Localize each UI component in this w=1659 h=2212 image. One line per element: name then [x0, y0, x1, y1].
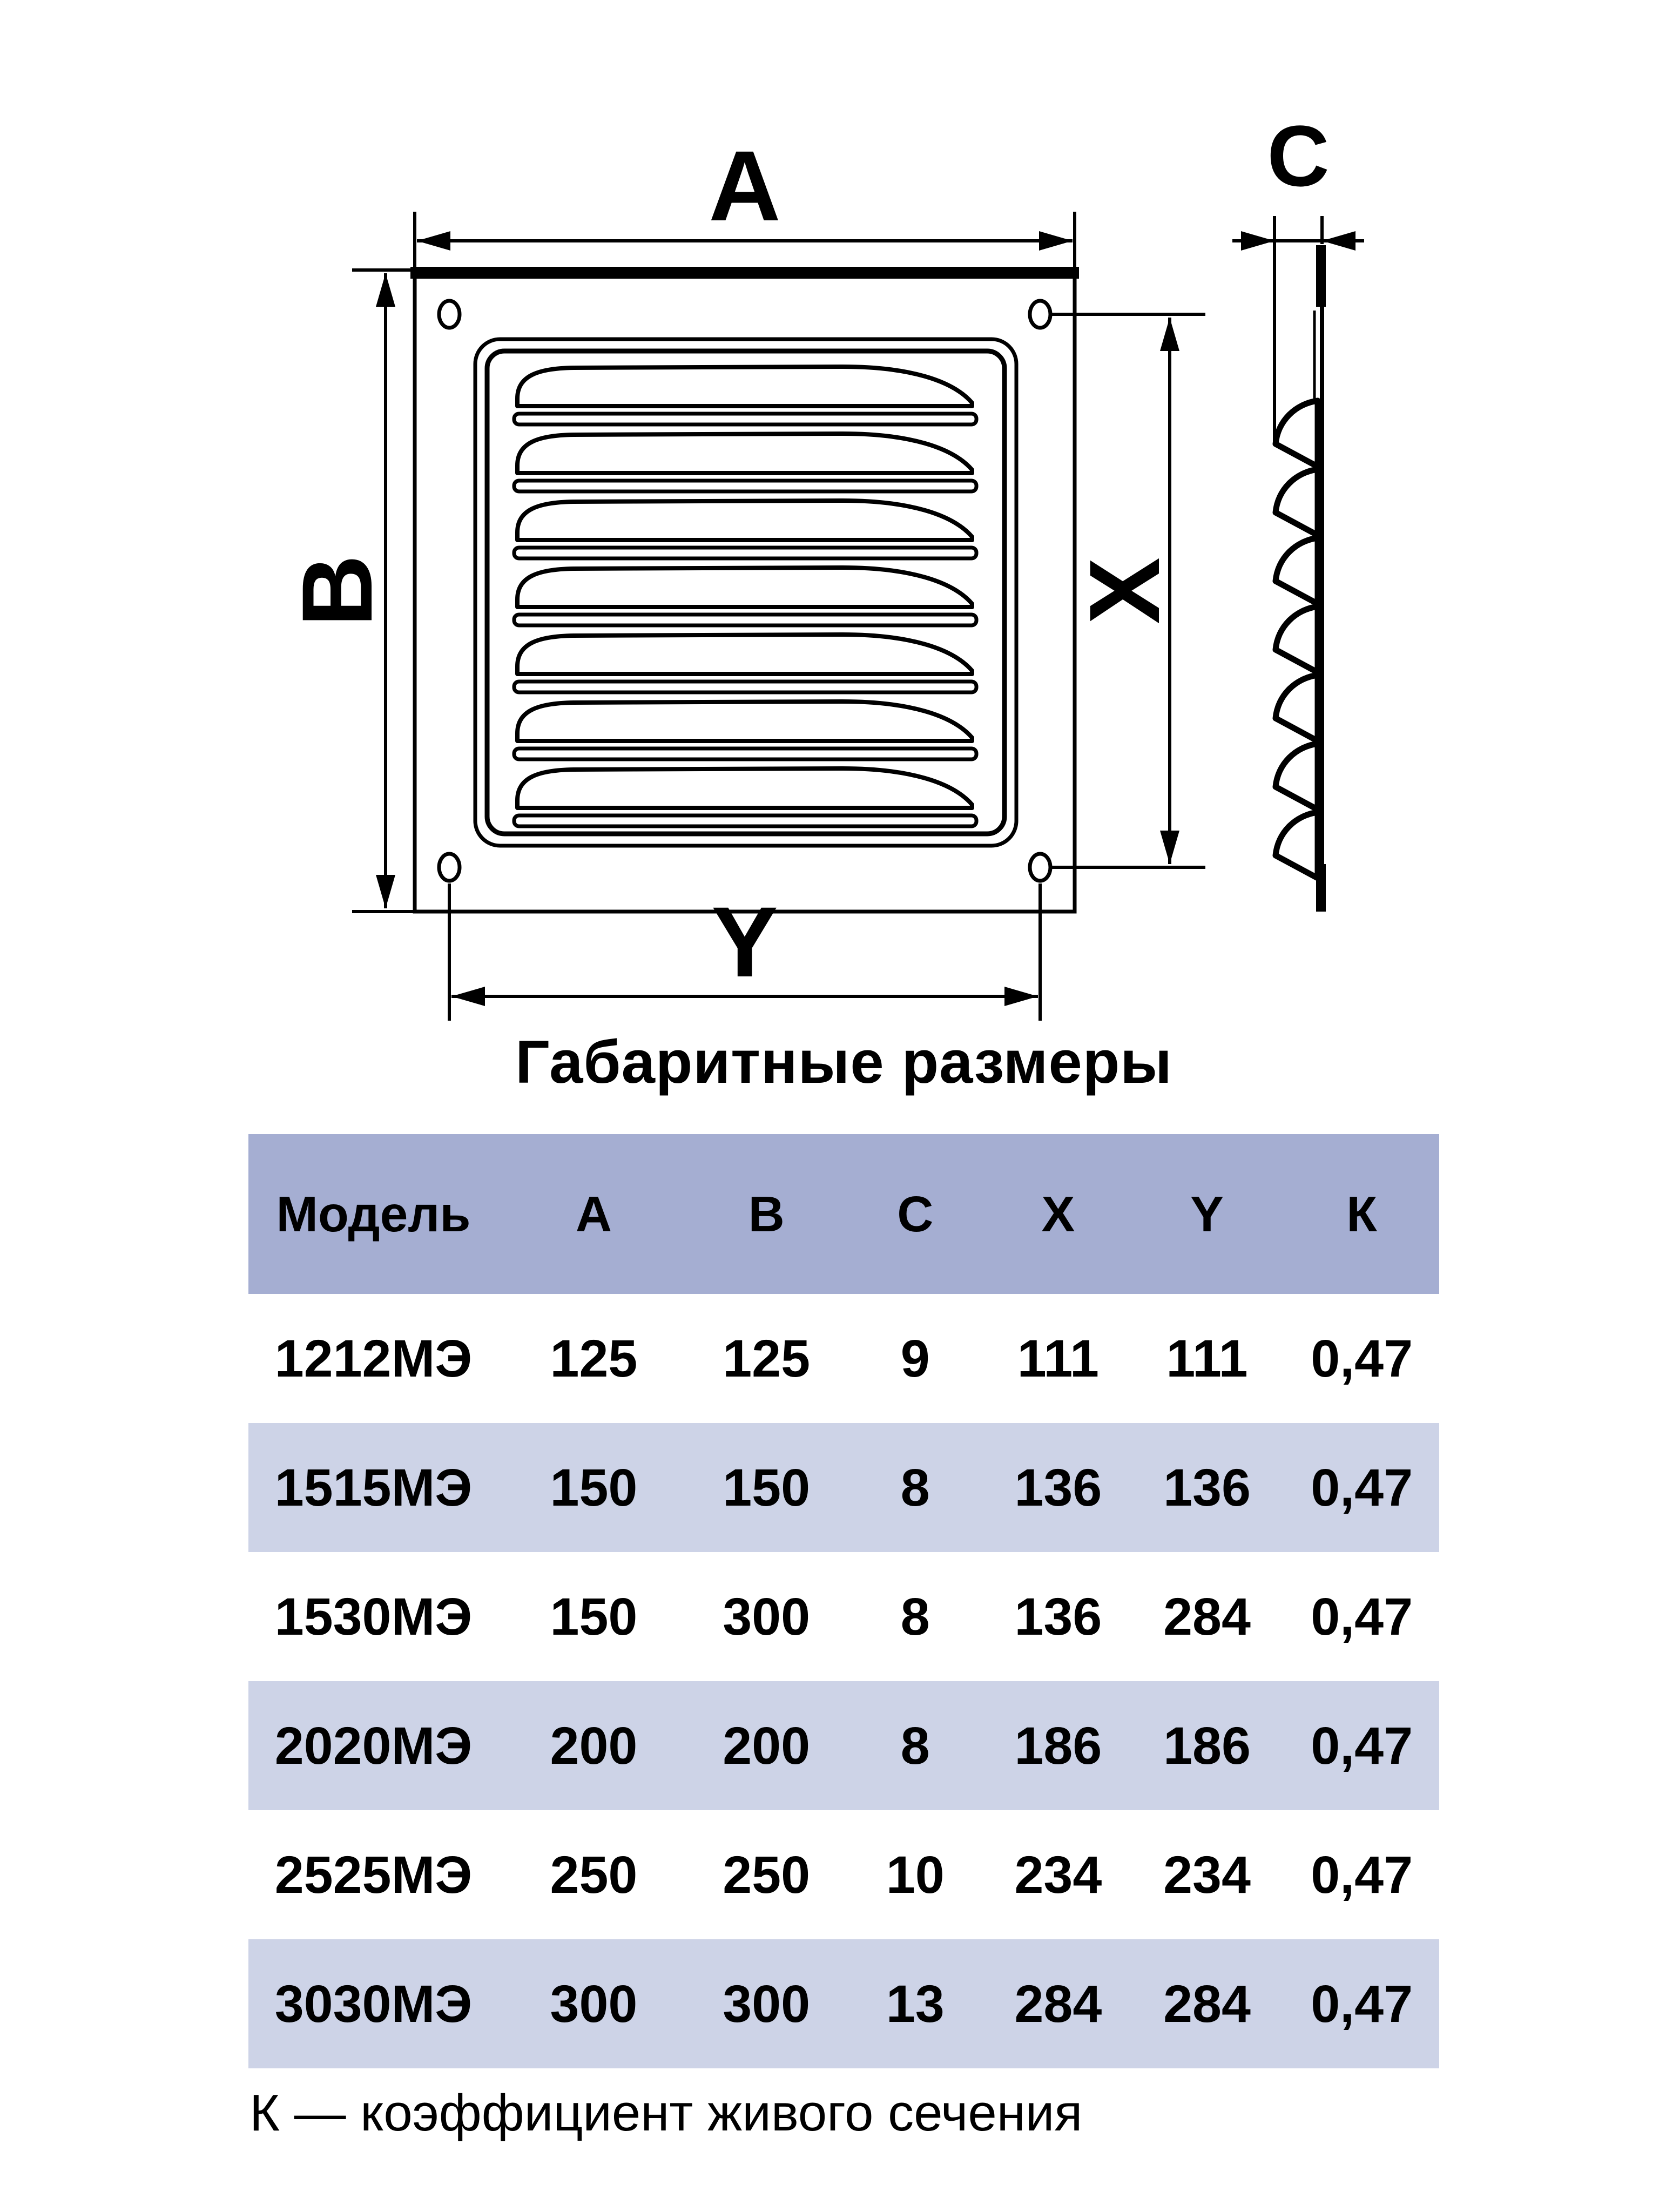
cell-a: 250 [550, 1845, 638, 1904]
cell-k: 0,47 [1311, 1716, 1413, 1775]
arrowhead-b-bottom [376, 875, 395, 908]
table-row [248, 1681, 1439, 1810]
cell-y: 111 [1166, 1328, 1248, 1388]
cell-x: 111 [1017, 1328, 1099, 1388]
cell-c: 8 [900, 1587, 930, 1646]
cell-b: 300 [723, 1587, 811, 1646]
grille-technical-drawing [0, 0, 1659, 1058]
cell-b: 150 [723, 1458, 811, 1517]
section-title: Габаритные размеры [515, 1028, 1172, 1096]
dimensions-table [248, 1134, 1439, 2068]
table-row [248, 1294, 1439, 1423]
col-header-model: Модель [276, 1185, 471, 1242]
arrowhead-y-left [451, 987, 485, 1006]
cell-c: 8 [900, 1458, 930, 1517]
cell-model: 3030МЭ [274, 1974, 473, 2033]
arrowhead-c-left [1241, 231, 1274, 251]
side-view [1276, 245, 1322, 912]
col-header-k: К [1346, 1185, 1378, 1242]
arrowhead-y-right [1004, 987, 1038, 1006]
cell-y: 234 [1163, 1845, 1251, 1904]
cell-model: 1515МЭ [274, 1458, 473, 1517]
table-row [248, 1423, 1439, 1552]
col-header-c: C [897, 1185, 934, 1242]
cell-y: 284 [1163, 1587, 1251, 1646]
cell-model: 2020МЭ [274, 1716, 473, 1775]
table-header-row [248, 1134, 1439, 1294]
footnote-k-coefficient: К — коэффициент живого сечения [249, 2084, 1083, 2142]
cell-b: 125 [723, 1328, 811, 1388]
col-header-b: B [748, 1185, 785, 1242]
arrowhead-a-left [417, 231, 450, 251]
arrowhead-x-top [1160, 318, 1179, 351]
side-louver-teeth [1276, 401, 1318, 878]
cell-y: 136 [1163, 1458, 1251, 1517]
cell-k: 0,47 [1311, 1458, 1413, 1517]
cell-a: 150 [550, 1458, 638, 1517]
cell-k: 0,47 [1311, 1845, 1413, 1904]
cell-model: 1530МЭ [274, 1587, 473, 1646]
cell-x: 284 [1014, 1974, 1102, 2033]
dim-label-b: B [282, 555, 393, 627]
table-row [248, 1810, 1439, 1939]
cell-c: 8 [900, 1716, 930, 1775]
front-view [410, 270, 1079, 912]
cell-c: 9 [900, 1328, 930, 1388]
arrowhead-b-top [376, 273, 395, 307]
cell-model: 1212МЭ [274, 1328, 473, 1388]
table-row [248, 1939, 1439, 2068]
cell-a: 200 [550, 1716, 638, 1775]
col-header-a: A [575, 1185, 612, 1242]
dim-label-x: X [1069, 557, 1181, 624]
cell-c: 13 [886, 1974, 945, 2033]
cell-model: 2525МЭ [274, 1845, 473, 1904]
arrowhead-c-right [1322, 231, 1355, 251]
cell-y: 186 [1163, 1716, 1251, 1775]
cell-x: 234 [1014, 1845, 1102, 1904]
arrowhead-a-right [1039, 231, 1073, 251]
dim-label-c: C [1267, 107, 1330, 204]
cell-k: 0,47 [1311, 1328, 1413, 1388]
dim-label-y: Y [711, 887, 778, 998]
cell-k: 0,47 [1311, 1974, 1413, 2033]
arrowhead-x-bottom [1160, 831, 1179, 864]
cell-x: 136 [1014, 1458, 1102, 1517]
col-header-y: Y [1190, 1185, 1224, 1242]
cell-b: 250 [723, 1845, 811, 1904]
cell-b: 200 [723, 1716, 811, 1775]
dim-label-a: A [709, 131, 781, 242]
cell-x: 186 [1014, 1716, 1102, 1775]
cell-k: 0,47 [1311, 1587, 1413, 1646]
cell-a: 125 [550, 1328, 638, 1388]
cell-a: 300 [550, 1974, 638, 2033]
cell-a: 150 [550, 1587, 638, 1646]
cell-b: 300 [723, 1974, 811, 2033]
cell-y: 284 [1163, 1974, 1251, 2033]
col-header-x: X [1041, 1185, 1075, 1242]
cell-x: 136 [1014, 1587, 1102, 1646]
table-row [248, 1552, 1439, 1681]
cell-c: 10 [886, 1845, 945, 1904]
